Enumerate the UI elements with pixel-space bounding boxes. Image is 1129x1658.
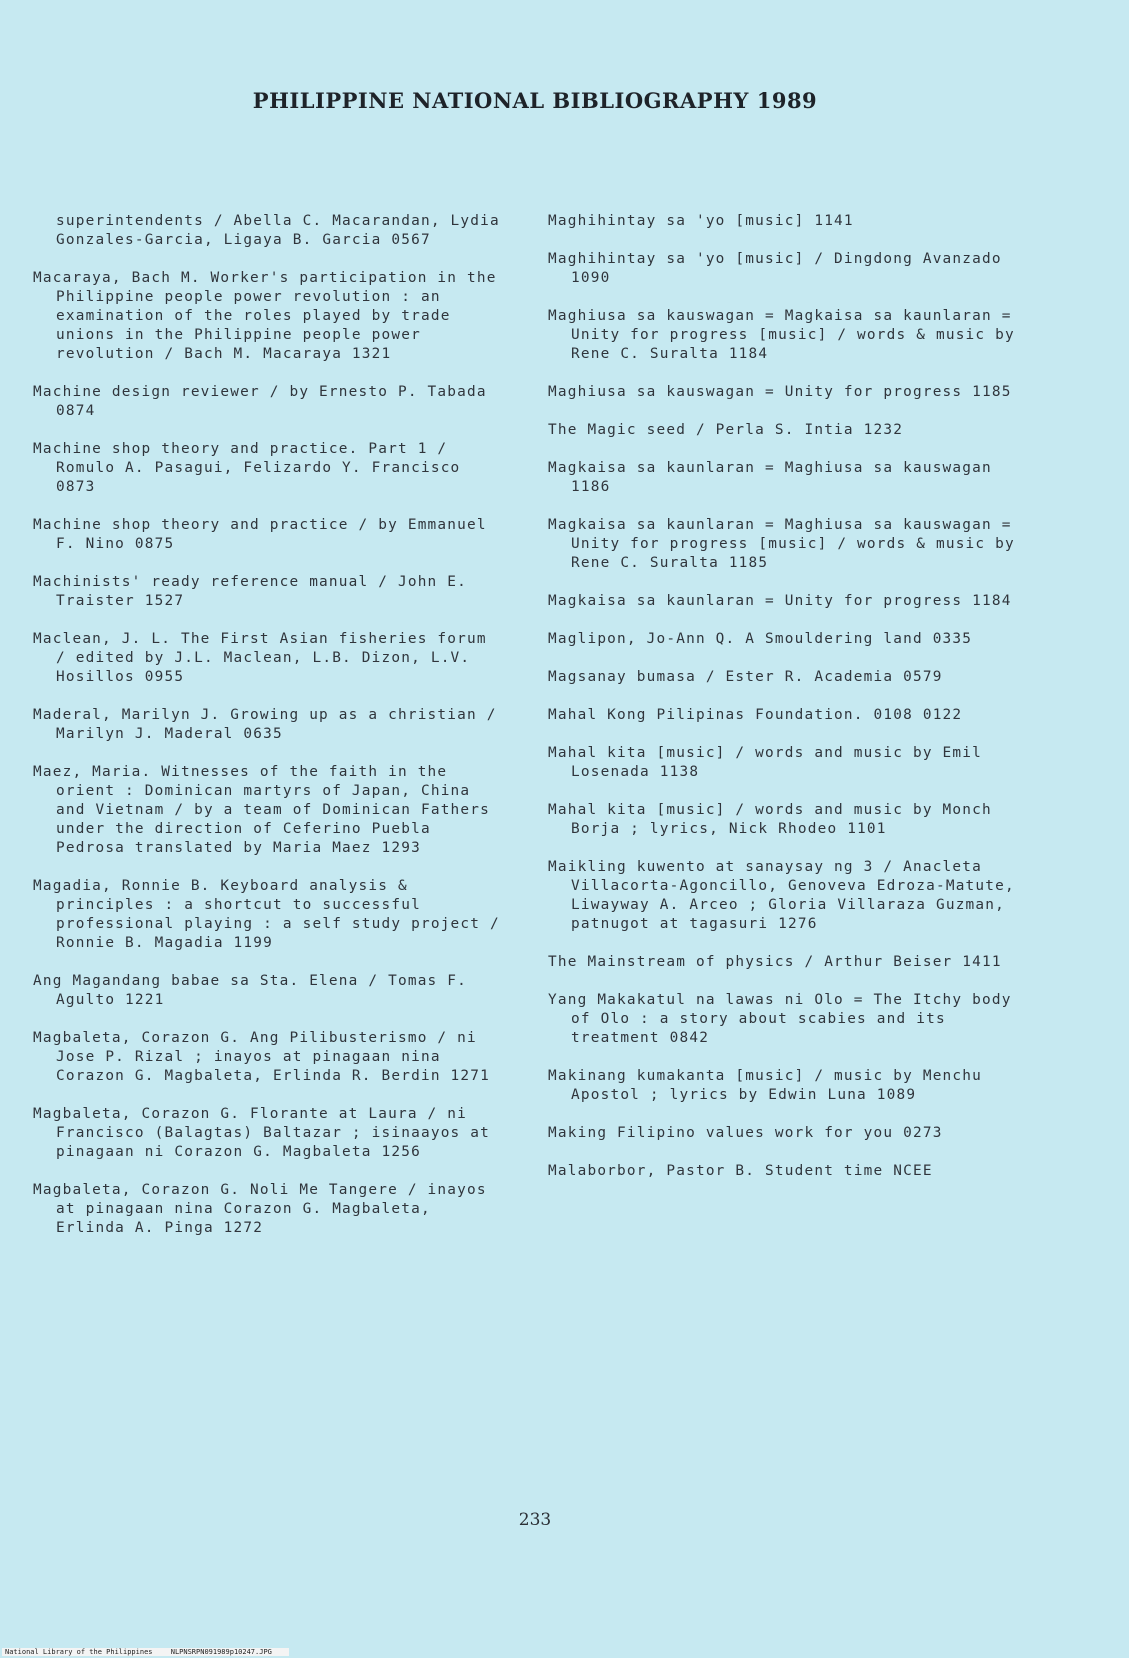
- bibliography-entry: Machine shop theory and practice / by Emmanuel F. Nino 0875: [33, 517, 497, 552]
- bibliography-entry: Maghihintay sa 'yo [music] 1141: [548, 213, 854, 229]
- bibliography-entry: Making Filipino values work for you 0273: [548, 1125, 943, 1141]
- bibliography-entry: Mahal kita [music] / words and music by Monch Borja ; lyrics, Nick Rhodeo 1101: [548, 802, 1002, 837]
- bibliography-entry: Maikling kuwento at sanaysay ng 3 / Anacleta Villacorta-Agoncillo, Genoveva Edroza-Matute, Liwayway A. Arceo ; Gloria Villaraza Guzman, patnugot at tagasuri 1276: [548, 859, 1025, 932]
- bibliography-entry: Macaraya, Bach M. Worker's participation in the Philippine people power revolution : an examination of the roles played by trade unions in the Philippine people power revolution / Bach M. Macaraya 1321: [33, 270, 507, 362]
- footer-institution: National Library of the Philippines: [5, 1648, 153, 1656]
- scan-footer: [2, 1648, 289, 1656]
- bibliography-entry: Mahal Kong Pilipinas Foundation. 0108 0122: [548, 707, 963, 723]
- bibliography-entry: Maglipon, Jo-Ann Q. A Smouldering land 0335: [548, 631, 973, 647]
- bibliography-entry: Magsanay bumasa / Ester R. Academia 0579: [548, 669, 943, 685]
- bibliography-entry: Mahal kita [music] / words and music by Emil Losenada 1138: [548, 745, 992, 780]
- bibliography-entry: Maghihintay sa 'yo [music] / Dingdong Avanzado 1090: [548, 251, 1012, 286]
- bibliography-entry: Machine shop theory and practice. Part 1 / Romulo A. Pasagui, Felizardo Y. Francisco 0873: [33, 441, 471, 495]
- bibliography-entry: Yang Makakatul na lawas ni Olo = The Itchy body of Olo : a story about scabies and its treatment 0842: [548, 992, 1022, 1046]
- bibliography-entry: Magkaisa sa kaunlaran = Maghiusa sa kauswagan = Unity for progress [music] / words & music by Rene C. Suralta 1185: [548, 517, 1025, 571]
- bibliography-entry: Maclean, J. L. The First Asian fisheries forum / edited by J.L. Maclean, L.B. Dizon, L.V. Hosillos 0955: [33, 631, 497, 685]
- bibliography-entry: Maghiusa sa kauswagan = Magkaisa sa kaunlaran = Unity for progress [music] / words & music by Rene C. Suralta 1184: [548, 308, 1025, 362]
- footer-filename: NLPNSRPN091989p10247.JPG: [170, 1648, 272, 1656]
- bibliography-entry: Magkaisa sa kaunlaran = Unity for progress 1184: [548, 593, 1012, 609]
- bibliography-entry: The Magic seed / Perla S. Intia 1232: [548, 422, 904, 438]
- bibliography-entry: Magbaleta, Corazon G. Florante at Laura / ni Francisco (Balagtas) Baltazar ; isinaayos at pinagaan ni Corazon G. Magbaleta 1256: [33, 1106, 500, 1160]
- bibliography-entry: Maghiusa sa kauswagan = Unity for progress 1185: [548, 384, 1012, 400]
- bibliography-entry: Maez, Maria. Witnesses of the faith in the orient : Dominican martyrs of Japan, China and Vietnam / by a team of Dominican Fathers under the direction of Ceferino Puebla Pedrosa translated by Maria Maez 1293: [33, 764, 500, 856]
- bibliography-entry: Magbaleta, Corazon G. Ang Pilibusterismo / ni Jose P. Rizal ; inayos at pinagaan nina Corazon G. Magbaleta, Erlinda R. Berdin 1271: [33, 1030, 491, 1084]
- left-column: [33, 212, 510, 1257]
- bibliography-entry: Magkaisa sa kaunlaran = Maghiusa sa kauswagan 1186: [548, 460, 1002, 495]
- bibliography-entry: superintendents / Abella C. Macarandan, Lydia Gonzales-Garcia, Ligaya B. Garcia 0567: [56, 213, 510, 248]
- bibliography-entry: Magadia, Ronnie B. Keyboard analysis & principles : a shortcut to successful professional playing : a self study project / Ronnie B. Magadia 1199: [33, 878, 510, 951]
- bibliography-entry: The Mainstream of physics / Arthur Beiser 1411: [548, 954, 1002, 970]
- bibliography-entry: Machinists' ready reference manual / John E. Traister 1527: [33, 574, 477, 609]
- right-column: [548, 212, 1025, 1200]
- bibliography-entry: Ang Magandang babae sa Sta. Elena / Tomas F. Agulto 1221: [33, 973, 477, 1008]
- bibliography-entry: Makinang kumakanta [music] / music by Menchu Apostol ; lyrics by Edwin Luna 1089: [548, 1068, 992, 1103]
- bibliography-entry: Maderal, Marilyn J. Growing up as a christian / Marilyn J. Maderal 0635: [33, 707, 507, 742]
- bibliography-entry: Machine design reviewer / by Ernesto P. Tabada 0874: [33, 384, 497, 419]
- page-title: PHILIPPINE NATIONAL BIBLIOGRAPHY 1989: [252, 88, 818, 113]
- bibliography-entry: Magbaleta, Corazon G. Noli Me Tangere / inayos at pinagaan nina Corazon G. Magbaleta, Erlinda A. Pinga 1272: [33, 1182, 497, 1236]
- page-number: 233: [518, 1510, 552, 1530]
- bibliography-entry: Malaborbor, Pastor B. Student time NCEE: [548, 1163, 933, 1179]
